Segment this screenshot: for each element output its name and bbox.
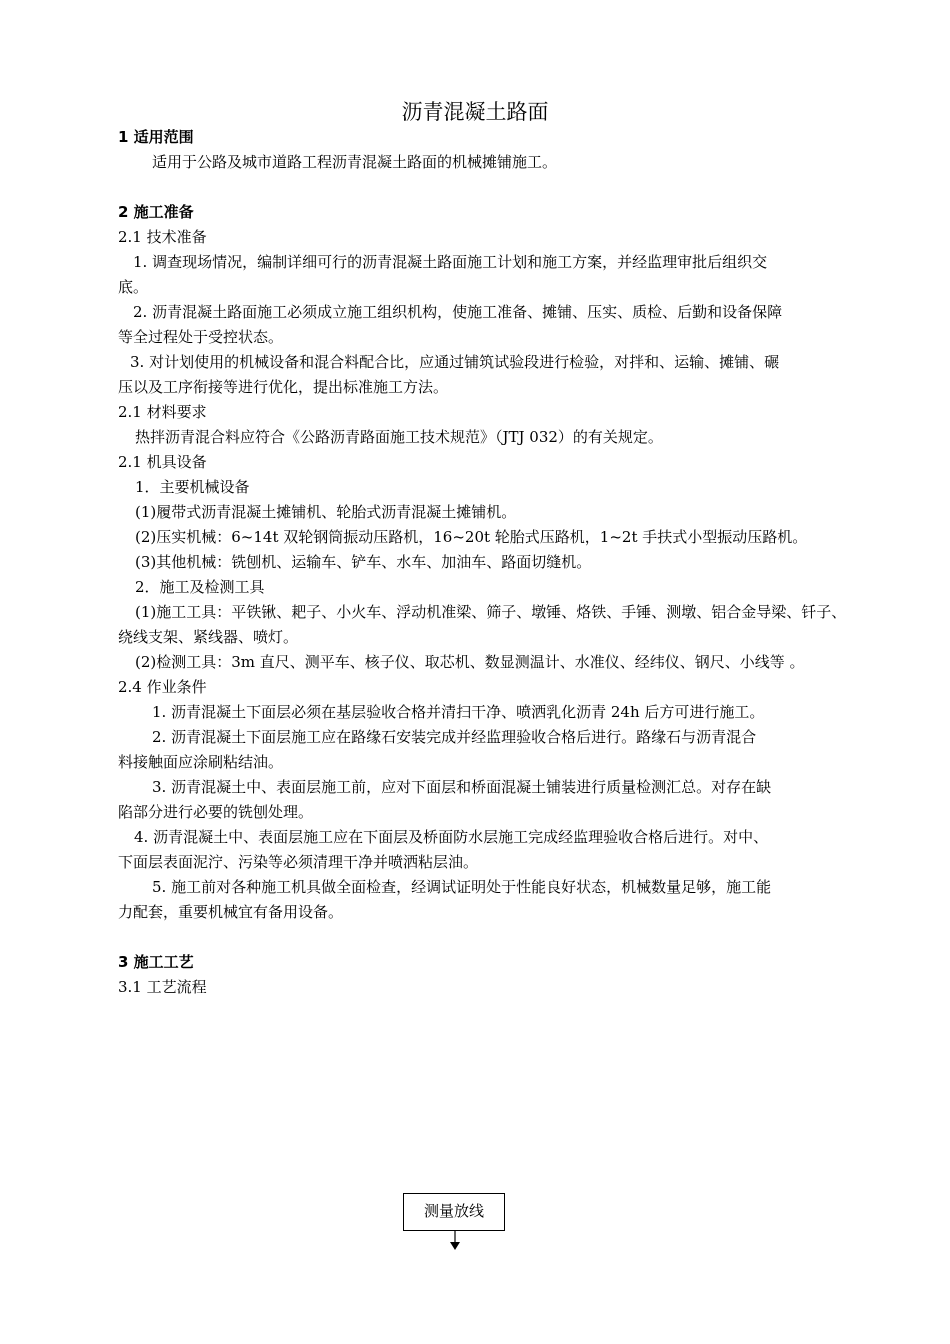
equipment-item: (1)履带式沥青混凝土摊铺机、轮胎式沥青混凝土摊铺机。 — [135, 503, 517, 521]
down-arrow-icon — [449, 1231, 461, 1251]
condition-2-line-1: 2. 沥青混凝土下面层施工应在路缘石安装完成并经监理验收合格后进行。路缘石与沥青混合 — [152, 728, 757, 746]
condition-4-line-2: 下面层表面泥泞、污染等必须清理干净并喷洒粘层油。 — [118, 853, 479, 871]
tech-item-1-line-1: 1. 调查现场情况，编制详细可行的沥青混凝土路面施工计划和施工方案，并经监理审批后组织交 — [133, 253, 768, 271]
subsection-conditions-heading: 2.4 作业条件 — [118, 678, 207, 696]
tech-item-2-line-1: 2. 沥青混凝土路面施工必须成立施工组织机构，使施工准备、摊铺、压实、质检、后勤和设备保障 — [133, 303, 783, 321]
section-1-heading: 1 适用范围 — [118, 128, 194, 146]
flow-heading: 3.1 工艺流程 — [118, 978, 207, 996]
subsection-equipment-heading: 2.1 机具设备 — [118, 453, 207, 471]
equipment-main-heading: 1．主要机械设备 — [135, 478, 250, 496]
section-3-heading: 3 施工工艺 — [118, 953, 194, 971]
document-title: 沥青混凝土路面 — [401, 100, 549, 124]
section-2-heading: 2 施工准备 — [118, 203, 194, 221]
condition-5-line-1: 5. 施工前对各种施工机具做全面检查，经调试证明处于性能良好状态，机械数量足够，施工能 — [152, 878, 772, 896]
condition-2-line-2: 料接触面应涂刷粘结油。 — [118, 753, 284, 771]
equipment-item: (3)其他机械：铣刨机、运输车、铲车、水车、加油车、路面切缝机。 — [135, 553, 592, 571]
tools-heading: 2．施工及检测工具 — [135, 578, 265, 596]
equipment-item: (2)压实机械：6~14t 双轮钢筒振动压路机，16~20t 轮胎式压路机，1~2t 手扶式小型振动压路机。 — [135, 528, 808, 546]
condition-5-line-2: 力配套，重要机械宜有备用设备。 — [118, 903, 344, 921]
material-paragraph: 热拌沥青混合料应符合《公路沥青路面施工技术规范》（JTJ 032）的有关规定。 — [135, 428, 663, 446]
subsection-tech-heading: 2.1 技术准备 — [118, 228, 207, 246]
tools-item-1-line-2: 绕线支架、紧线器、喷灯。 — [118, 628, 299, 646]
condition-3-line-1: 3. 沥青混凝土中、表面层施工前，应对下面层和桥面混凝土铺装进行质量检测汇总。对存在缺 — [152, 778, 772, 796]
tech-item-3-line-1: 3. 对计划使用的机械设备和混合料配合比，应通过铺筑试验段进行检验，对拌和、运输、摊铺、碾 — [130, 353, 780, 371]
section-1-paragraph: 适用于公路及城市道路工程沥青混凝土路面的机械摊铺施工。 — [152, 153, 558, 171]
subsection-material-heading: 2.1 材料要求 — [118, 403, 207, 421]
flow-step-box: 测量放线 — [403, 1193, 505, 1231]
tools-item-1-line-1: (1)施工工具：平铁锹、耙子、小火车、浮动机准梁、筛子、墩锤、烙铁、手锤、测墩、铝合金导梁、钎子、 — [135, 603, 847, 621]
tech-item-2-line-2: 等全过程处于受控状态。 — [118, 328, 284, 346]
tech-item-3-line-2: 压以及工序衔接等进行优化，提出标准施工方法。 — [118, 378, 449, 396]
tech-item-1-line-2: 底。 — [118, 278, 149, 296]
condition-3-line-2: 陷部分进行必要的铣刨处理。 — [118, 803, 314, 821]
condition-1: 1. 沥青混凝土下面层必须在基层验收合格并清扫干净、喷洒乳化沥青 24h 后方可进行施工。 — [152, 703, 765, 721]
condition-4-line-1: 4. 沥青混凝土中、表面层施工应在下面层及桥面防水层施工完成经监理验收合格后进行。对中、 — [134, 828, 769, 846]
tools-item-2: (2)检测工具：3m 直尺、测平车、核子仪、取芯机、数显测温计、水准仪、经纬仪、钢尺、小线等 。 — [135, 653, 805, 671]
